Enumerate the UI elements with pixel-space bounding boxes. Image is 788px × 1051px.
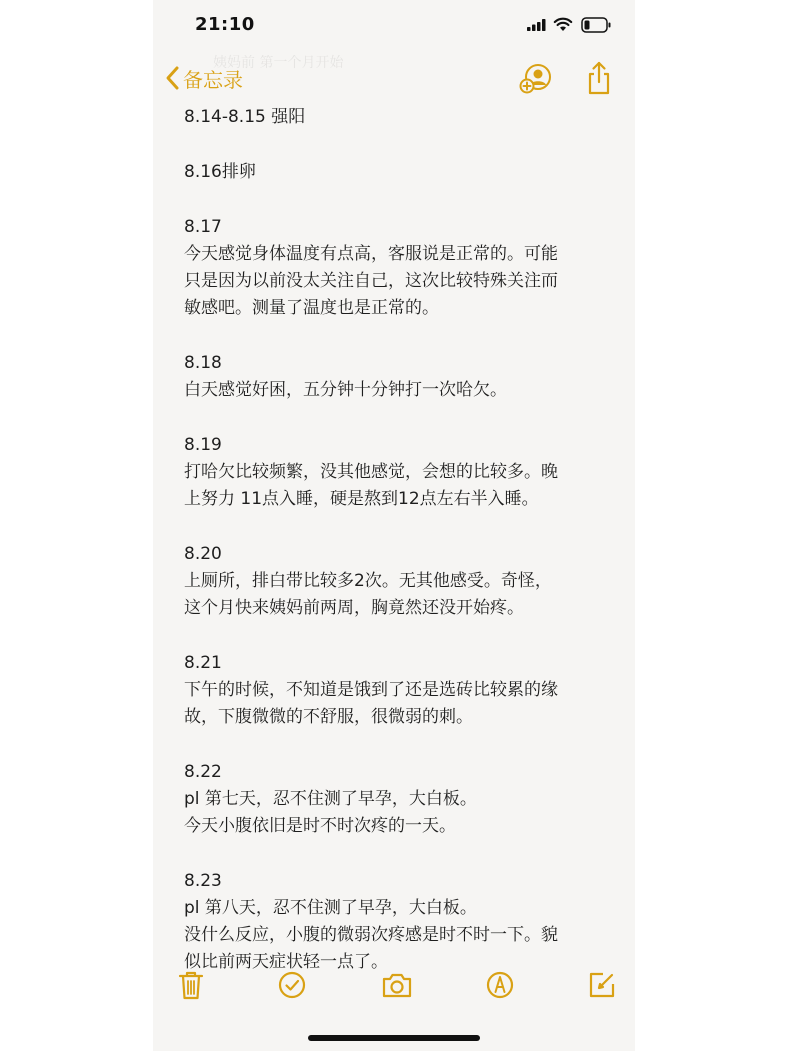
navigation-bar xyxy=(153,56,635,100)
entry-date: 8.22 xyxy=(184,762,222,782)
entry-text-line: pl 第七天，忍不住测了早孕，大白板。 xyxy=(184,789,477,809)
wifi-icon xyxy=(553,17,573,32)
entry-text-line: 敏感吧。测量了温度也是正常的。 xyxy=(184,298,439,318)
entry-text-line: 上努力 11点入睡，硬是熬到12点左右半入睡。 xyxy=(184,489,539,509)
entry-text-line: 白天感觉好困，五分钟十分钟打一次哈欠。 xyxy=(184,380,507,400)
cellular-signal-icon xyxy=(527,19,547,31)
person-add-icon xyxy=(519,62,553,96)
entry-date: 8.16排卵 xyxy=(184,162,256,182)
entry-text-line: 今天感觉身体温度有点高，客服说是正常的。可能 xyxy=(184,244,558,264)
back-button[interactable] xyxy=(165,60,243,96)
note-body[interactable] xyxy=(184,104,614,972)
entry-text-line: 打哈欠比较频繁，没其他感觉，会想的比较多。晚 xyxy=(184,462,558,482)
delete-button[interactable] xyxy=(174,968,208,1002)
entry-text-line: 上厕所，排白带比较多2次。无其他感受。奇怪， xyxy=(184,571,552,591)
trash-icon xyxy=(177,969,205,1001)
entry-text-line: 只是因为以前没太关注自己，这次比较特殊关注而 xyxy=(184,271,558,291)
status-time: 21:10 xyxy=(195,14,255,35)
note-entry xyxy=(184,159,614,186)
entry-date: 8.18 xyxy=(184,353,222,373)
compose-button[interactable] xyxy=(585,968,619,1002)
note-entry xyxy=(184,541,614,622)
notes-app-screen xyxy=(153,0,635,1051)
bottom-toolbar xyxy=(153,964,635,1008)
note-entry xyxy=(184,432,614,513)
note-entry xyxy=(184,214,614,322)
entry-text-line: 这个月快来姨妈前两周，胸竟然还没开始疼。 xyxy=(184,598,524,618)
camera-button[interactable] xyxy=(380,968,414,1002)
chevron-left-icon xyxy=(165,65,181,91)
entry-text-line: pl 第八天，忍不住测了早孕，大白板。 xyxy=(184,898,477,918)
entry-date: 8.21 xyxy=(184,653,222,673)
pen-circle-icon xyxy=(485,970,515,1000)
camera-icon xyxy=(381,971,413,999)
note-entry xyxy=(184,350,614,404)
share-note-button[interactable] xyxy=(519,62,553,96)
entry-date: 8.19 xyxy=(184,435,222,455)
entry-date: 8.14-8.15 强阳 xyxy=(184,107,306,127)
note-entry xyxy=(184,868,614,976)
note-entry xyxy=(184,104,614,131)
checkmark-circle-icon xyxy=(277,970,307,1000)
checklist-button[interactable] xyxy=(275,968,309,1002)
battery-icon xyxy=(581,17,611,33)
entry-date: 8.17 xyxy=(184,217,222,237)
entry-text-line: 没什么反应，小腹的微弱次疼感是时不时一下。貌 xyxy=(184,925,558,945)
entry-date: 8.23 xyxy=(184,871,222,891)
entry-date: 8.20 xyxy=(184,544,222,564)
home-indicator xyxy=(308,1035,480,1041)
share-icon xyxy=(585,60,613,96)
entry-text-line: 下午的时候，不知道是饿到了还是选砖比较累的缘 xyxy=(184,680,558,700)
back-label: 备忘录 xyxy=(183,67,243,92)
markup-button[interactable] xyxy=(483,968,517,1002)
export-button[interactable] xyxy=(585,60,613,96)
status-bar xyxy=(153,0,635,50)
entry-text-line: 今天小腹依旧是时不时次疼的一天。 xyxy=(184,816,456,836)
note-entry xyxy=(184,650,614,731)
compose-icon xyxy=(587,970,617,1000)
bleed-through-text: 姨妈前 第一个月开始 xyxy=(213,55,344,71)
entry-text-line: 似比前两天症状轻一点了。 xyxy=(184,952,388,972)
entry-text-line: 故，下腹微微的不舒服，很微弱的刺。 xyxy=(184,707,473,727)
note-entry xyxy=(184,759,614,840)
